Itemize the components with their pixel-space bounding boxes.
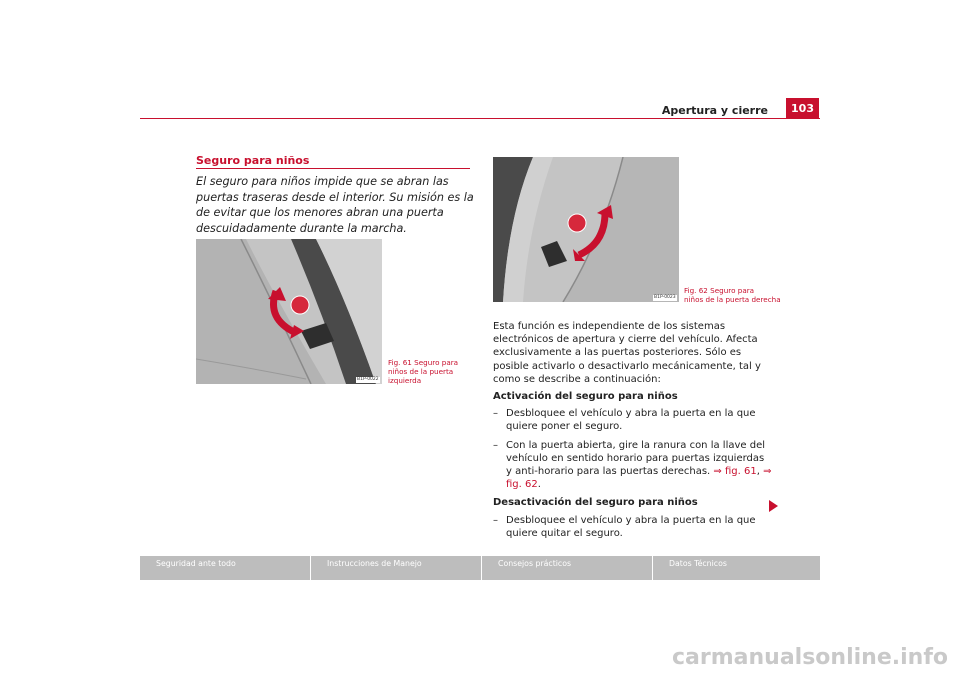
activation-heading: Activación del seguro para niños xyxy=(493,391,678,403)
footer-tab-seguridad[interactable]: Seguridad ante todo xyxy=(156,559,236,568)
door-left-illustration xyxy=(196,239,382,384)
watermark-text: carmanualsonline.info xyxy=(672,645,948,670)
deactivation-step-1: – Desbloquee el vehículo y abra la puerta en la que quiere quitar el seguro. xyxy=(493,514,773,540)
body-text xyxy=(493,320,773,545)
continue-arrow-icon[interactable] xyxy=(769,500,778,512)
footer-nav xyxy=(140,556,820,580)
activation-step-1: – Desbloquee el vehículo y abra la puerta en la que quiere poner el seguro. xyxy=(493,407,773,433)
figure-61-image xyxy=(196,239,382,384)
figure-62-code: B1P-0023 xyxy=(654,295,676,300)
section-intro: El seguro para niños impide que se abran las puertas traseras desde el interior. Su misión es la de evitar que los menores abran una puerta descuidadamente durante la marcha. xyxy=(196,175,474,235)
figure-62-image xyxy=(493,157,679,302)
fig-62-link[interactable]: ⇒ fig. 62 xyxy=(506,466,772,491)
header-rule xyxy=(140,118,820,119)
footer-tab-datos[interactable]: Datos Técnicos xyxy=(669,559,727,568)
section-title: Seguro para niños xyxy=(196,154,310,167)
deactivation-heading: Desactivación del seguro para niños xyxy=(493,497,698,509)
activation-step-2: – Con la puerta abierta, gire la ranura con la llave del vehículo en sentido horario para puertas izquierdas y anti-horario para las puertas derechas. ⇒ fig. 61, ⇒ fig. 62. xyxy=(493,439,773,492)
footer-tab-consejos[interactable]: Consejos prácticos xyxy=(498,559,572,568)
section-rule xyxy=(196,168,470,169)
figure-61-caption: Fig. 61 Seguro para niños de la puerta izquierda xyxy=(388,358,459,385)
footer-tab-instrucciones[interactable]: Instrucciones de Manejo xyxy=(327,559,422,568)
figure-62-caption: Fig. 62 Seguro para niños de la puerta derecha xyxy=(684,286,781,304)
figure-61-code: B1P-0022 xyxy=(357,377,379,382)
page-number: 103 xyxy=(786,98,819,118)
body-paragraph: Esta función es independiente de los sistemas electrónicos de apertura y cierre del vehículo. Afecta exclusivamente a las puertas posteriores. Sólo es posible activarlo o desactivarlo mecánicamente, tal y como se describe a continuación: xyxy=(493,321,761,385)
door-right-illustration xyxy=(493,157,679,302)
fig-61-link[interactable]: ⇒ fig. 61 xyxy=(713,466,757,478)
running-header-title: Apertura y cierre xyxy=(661,104,768,117)
